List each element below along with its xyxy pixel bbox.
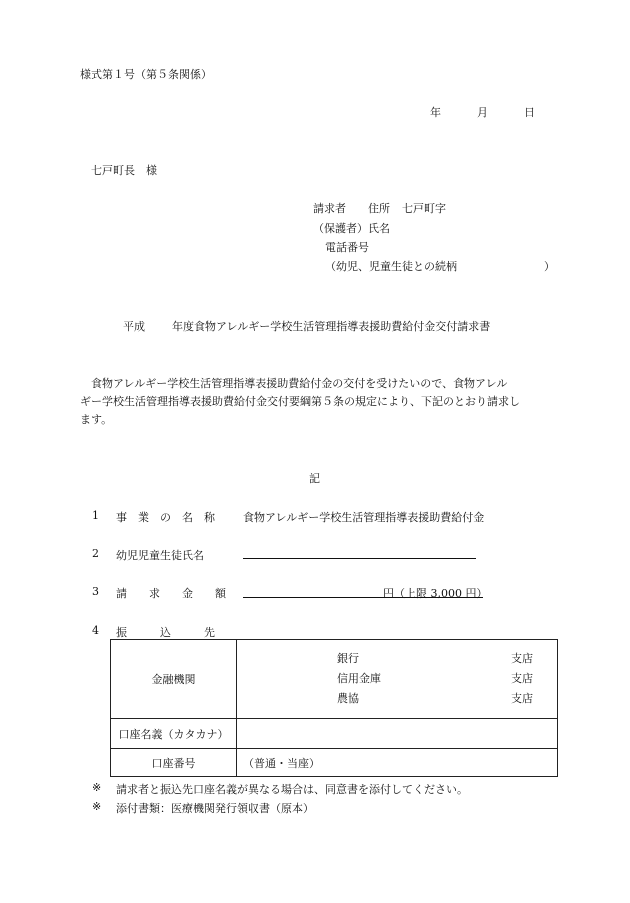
institution-type: 信用金庫	[337, 672, 381, 685]
bank-table	[110, 639, 558, 777]
item-1-value: 食物アレルギー学校生活管理指導表援助費給付金	[243, 511, 485, 524]
institution-cell[interactable]	[237, 640, 558, 719]
item-2-num: 2	[92, 547, 99, 560]
item-1-label: 事 業 の 名 称	[116, 511, 215, 524]
phone-label: 電話番号	[325, 241, 369, 254]
relation-close: ）	[544, 260, 555, 273]
body-line-3: ます。	[80, 413, 113, 426]
date-month: 月	[477, 106, 488, 119]
ki-heading: 記	[309, 472, 320, 485]
date-year: 年	[430, 106, 441, 119]
account-type: （普通・当座）	[243, 756, 320, 770]
item-4-num: 4	[92, 624, 99, 637]
addressee: 七戸町長 様	[91, 164, 157, 177]
date-day: 日	[524, 106, 535, 119]
item-3-value: 円（上限 3,000 円）	[383, 587, 488, 600]
account-number-field[interactable]	[237, 749, 558, 777]
institution-row-shinkin	[237, 669, 557, 689]
note-2-mark: ※	[92, 800, 102, 813]
title-era: 平成	[123, 320, 145, 333]
item-1-num: 1	[92, 509, 99, 522]
requester-label: 請求者	[313, 202, 346, 215]
account-number-label: 口座番号	[111, 749, 237, 777]
note-2-text: 添付書類：医療機関発行領収書（原本）	[116, 802, 314, 815]
body-line-2: ギー学校生活管理指導表援助費給付金交付要綱第５条の規定により、下記のとおり請求し	[80, 395, 520, 408]
institution-label: 金融機関	[111, 640, 237, 719]
note-1-text: 請求者と振込先口座名義が異なる場合は、同意書を添付してください。	[116, 783, 468, 796]
item-4-label: 振 込 先	[116, 626, 215, 639]
institution-type: 農協	[337, 692, 359, 705]
item-3-label: 請 求 金 額	[116, 587, 226, 600]
item-3-num: 3	[92, 585, 99, 598]
account-name-label: 口座名義（カタカナ）	[111, 719, 237, 749]
relation-label: （幼児、児童生徒との続柄	[325, 260, 457, 273]
address-label: 住所	[368, 202, 390, 215]
institution-row-nokyo	[237, 689, 557, 709]
institution-row-bank	[237, 649, 557, 669]
institution-branch: 支店	[511, 672, 533, 685]
address-value: 七戸町字	[402, 202, 446, 215]
institution-branch: 支店	[511, 692, 533, 705]
note-1-mark: ※	[92, 781, 102, 794]
guardian-name-label: （保護者）氏名	[313, 222, 390, 235]
account-name-field[interactable]	[237, 719, 558, 749]
page-title: 年度食物アレルギー学校生活管理指導表援助費給付金交付請求書	[172, 320, 491, 333]
child-name-field[interactable]	[243, 558, 476, 559]
body-line-1: 食物アレルギー学校生活管理指導表援助費給付金の交付を受けたいので、食物アレル	[91, 377, 508, 390]
institution-type: 銀行	[337, 652, 359, 665]
institution-branch: 支店	[511, 652, 533, 665]
form-number: 様式第１号（第５条関係）	[80, 68, 212, 81]
item-2-label: 幼児児童生徒氏名	[116, 549, 204, 562]
